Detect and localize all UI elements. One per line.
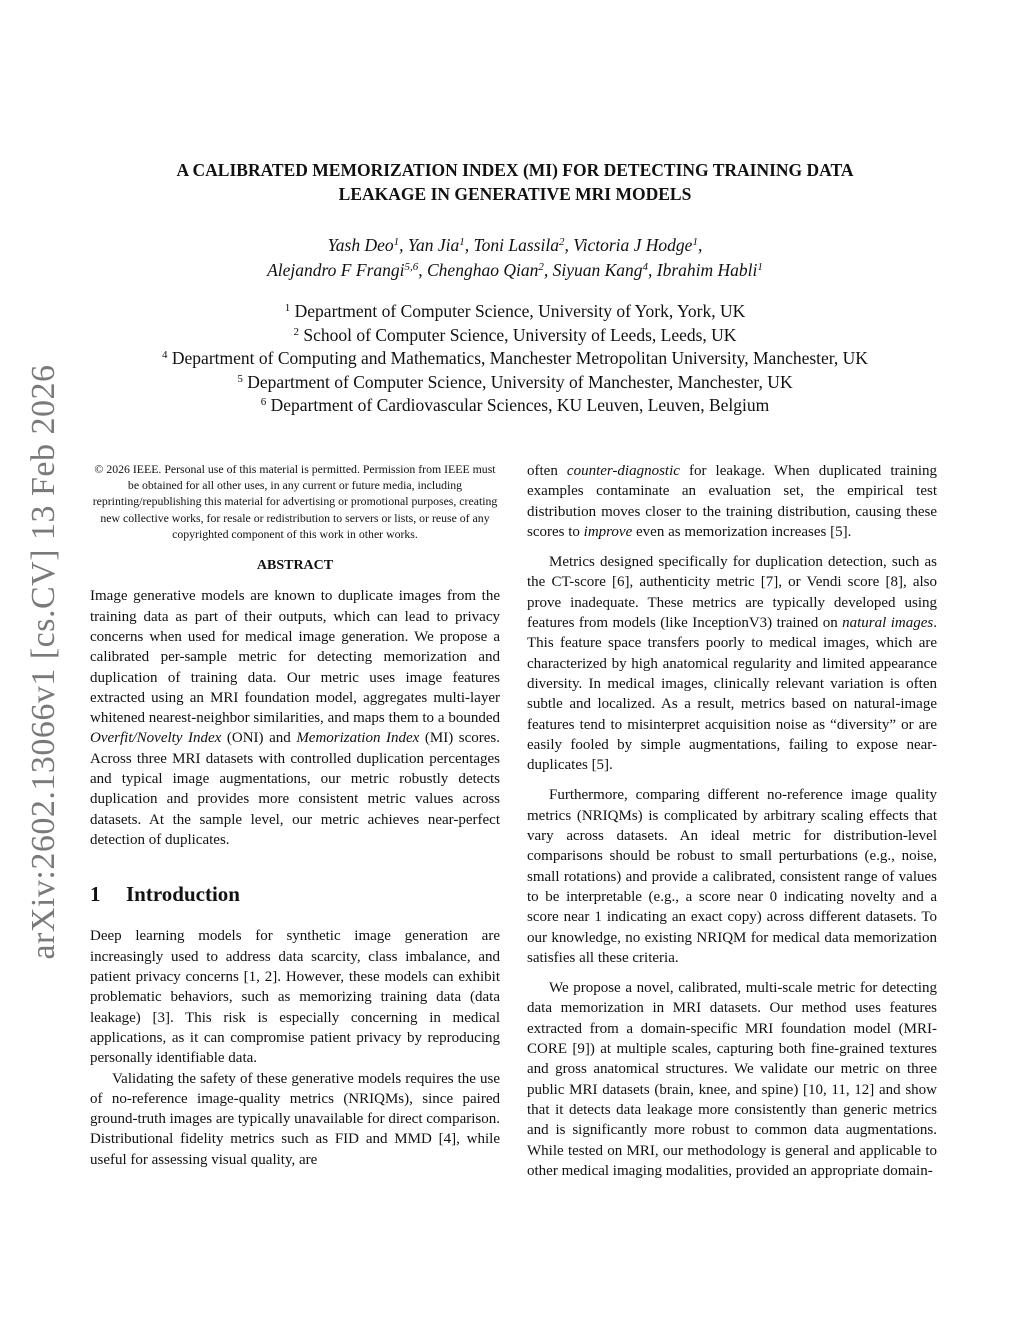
abstract-term: Memorization Index [296, 730, 420, 747]
author-name: Siyuan Kang [552, 260, 643, 280]
affiliation [90, 371, 940, 395]
arxiv-identifier: arXiv:2602.13066v1 [cs.CV] 13 Feb 2026 [25, 364, 62, 960]
affiliation-text: Department of Cardiovascular Sciences, KU Leuven, Leuven, Belgium [270, 395, 770, 415]
affiliation-marker: 6 [260, 396, 267, 408]
emphasis: counter-diagnostic [566, 463, 680, 479]
abstract-part: Image generative models are known to duplicate images from the training data as part of their outputs, which can lead to privacy concerns when used for medical image generation. We propose a calibrated per-sample metric for detecting memorization and duplication of training data. Our metric uses image features extracted using an MRI foundation model, aggregates multi-layer whitened nearest-neighbor similarities, and maps them to a bounded [90, 588, 500, 727]
author-name: Ibrahim Habli [656, 260, 758, 280]
affiliation-text: School of Computer Science, University of Leeds, Leeds, UK [303, 324, 737, 345]
affiliation-text: Department of Computer Science, University of York, York, UK [294, 301, 746, 321]
abstract-text [90, 586, 500, 850]
author-name: Victoria J Hodge [573, 235, 693, 255]
author-line-1: Yash Deo$^1$, Yan Jia$^1$, Toni Lassila$^2$, Victoria J Hodge$^1$, [327, 235, 703, 255]
abstract-term: Overfit/Novelty Index [90, 730, 222, 747]
emphasis: improve [583, 523, 633, 540]
text-run: for leakage. When duplicated training examples contaminate an evaluation set, the empirical test distribution moves closer to the training distribution, causing these scores to [527, 463, 938, 540]
paper-title [90, 158, 940, 206]
affiliation [90, 300, 940, 324]
title-line-2: LEAKAGE IN GENERATIVE MRI MODELS [338, 184, 692, 204]
abstract-heading: ABSTRACT [256, 558, 334, 574]
right-column [527, 461, 937, 1181]
affiliation-list [90, 300, 940, 418]
author-affil-marker: 1 [757, 261, 763, 273]
title-line-1: A CALIBRATED MEMORIZATION INDEX (MI) FOR DETECTING TRAINING DATA [176, 160, 854, 180]
author-name: Toni Lassila [473, 235, 559, 255]
author-affil-marker: 1 [459, 236, 465, 248]
copyright-notice: © 2026 IEEE. Personal use of this material is permitted. Permission from IEEE must be obtained for all other uses, in any current or future media, including reprinting/republishing this material for advertising or promotional purposes, creating new collective works, for resale or redistribution to servers or lists, or reuse of any copyrighted component of this work in other works. [92, 462, 498, 541]
author-name: Chenghao Qian [427, 260, 539, 280]
text-run: . This feature space transfers poorly to medical images, which are characterized by high anatomical regularity and limited appearance diversity. In medical images, clinically relevant variation is often subtle and localized. As a result, metrics based on natural-image features tend to misinterpret acquisition noise as “diversity” or are easily fooled by simple augmentations, failing to expose near-duplicates [5]. [527, 615, 937, 774]
text-run: often [527, 463, 567, 479]
body-paragraph [527, 461, 937, 542]
text-run: even as memorization increases [5]. [632, 523, 852, 540]
body-paragraph: Furthermore, comparing different no-reference image quality metrics (NRIQMs) is complicated by arbitrary scaling effects that vary across datasets. An ideal metric for distribution-level comparisons should be robust to small perturbations (e.g., noise, small rotations) and provide a calibrated, consistent range of values to be interpretable (e.g., a score near 0 indicating novelty and a score near 1 indicating an exact copy) across different datasets. To our knowledge, no existing NRIQM for medical data memorization satisfies all these criteria. [527, 787, 937, 966]
author-affil-marker: 2 [538, 261, 544, 273]
body-paragraph: We propose a novel, calibrated, multi-scale metric for detecting data memorization in MRI datasets. Our method uses features extracted from a domain-specific MRI foundation model (MRI-CORE [9]) at multiple scales, capturing both fine-grained textures and gross anatomical structures. We validate our metric on three public MRI datasets (brain, knee, and spine) [10, 11, 12] and show that it detects data leakage more consistently than generic metrics and is significantly more robust to common data augmentations. While tested on MRI, our methodology is general and applicable to other medical imaging modalities, provided an appropriate domain- [527, 980, 937, 1179]
text-run: Metrics designed specifically for duplication detection, such as the CT-score [6], authenticity metric [7], or Vendi score [8], also prove inadequate. These metrics are typically developed using features from models (like InceptionV3) trained on [527, 554, 937, 632]
author-line-2: Alejandro F Frangi$^{5,6}$, Chenghao Qian$^2$, Siyuan Kang$^4$, Ibrahim Habli$^1$ [267, 260, 763, 280]
author-affil-marker: 1 [393, 236, 400, 248]
left-column [90, 461, 500, 1170]
author-name: Yash Deo [327, 235, 394, 255]
section-heading [90, 882, 500, 907]
affiliation-text: Department of Computing and Mathematics, Manchester Metropolitan University, Manchester, UK [171, 348, 868, 368]
affiliation-text: Department of Computer Science, University of Manchester, Manchester, UK [247, 371, 793, 392]
affiliation-marker: 4 [162, 349, 168, 361]
abstract-part: (MI) scores. Across three MRI datasets with controlled duplication percentages and typical image augmentations, our metric robustly detects duplication and provides more consistent metric values across datasets. At the sample level, our metric achieves near-perfect detection of duplicates. [90, 730, 501, 848]
author-affil-marker: 2 [558, 236, 565, 248]
affiliation [90, 324, 940, 348]
affiliation-marker: 2 [293, 325, 300, 338]
affiliation-marker: 1 [284, 302, 291, 314]
author-name: Yan Jia [407, 235, 460, 255]
affiliation [90, 394, 940, 418]
author-affil-marker: 1 [692, 236, 698, 248]
emphasis: natural images [842, 615, 934, 632]
affiliation-marker: 5 [237, 372, 243, 385]
section-title: Introduction [126, 882, 240, 907]
author-name: Alejandro F Frangi [267, 260, 405, 280]
author-affil-marker: 4 [642, 261, 649, 273]
body-paragraph: Deep learning models for synthetic image generation are increasingly used to address data scarcity, class imbalance, and patient privacy concerns [1, 2]. However, these models can exhibit problematic behaviors, such as memorizing training data (data leakage) [3]. This risk is especially concerning in medical applications, as it can compromise patient privacy by reproducing personally identifiable data. [90, 928, 500, 1067]
author-affil-marker: 5,6 [404, 261, 419, 273]
section-number: 1 [90, 882, 101, 907]
body-paragraph [527, 552, 937, 775]
body-paragraph: Validating the safety of these generative models requires the use of no-reference image-quality metrics (NRIQMs), since paired ground-truth images are typically unavailable for direct comparison. Distributional fidelity metrics such as FID and MMD [4], while useful for assessing visual quality, are [90, 1070, 500, 1168]
author-list [90, 233, 940, 283]
abstract-part: (ONI) and [221, 730, 297, 747]
affiliation [90, 347, 940, 371]
